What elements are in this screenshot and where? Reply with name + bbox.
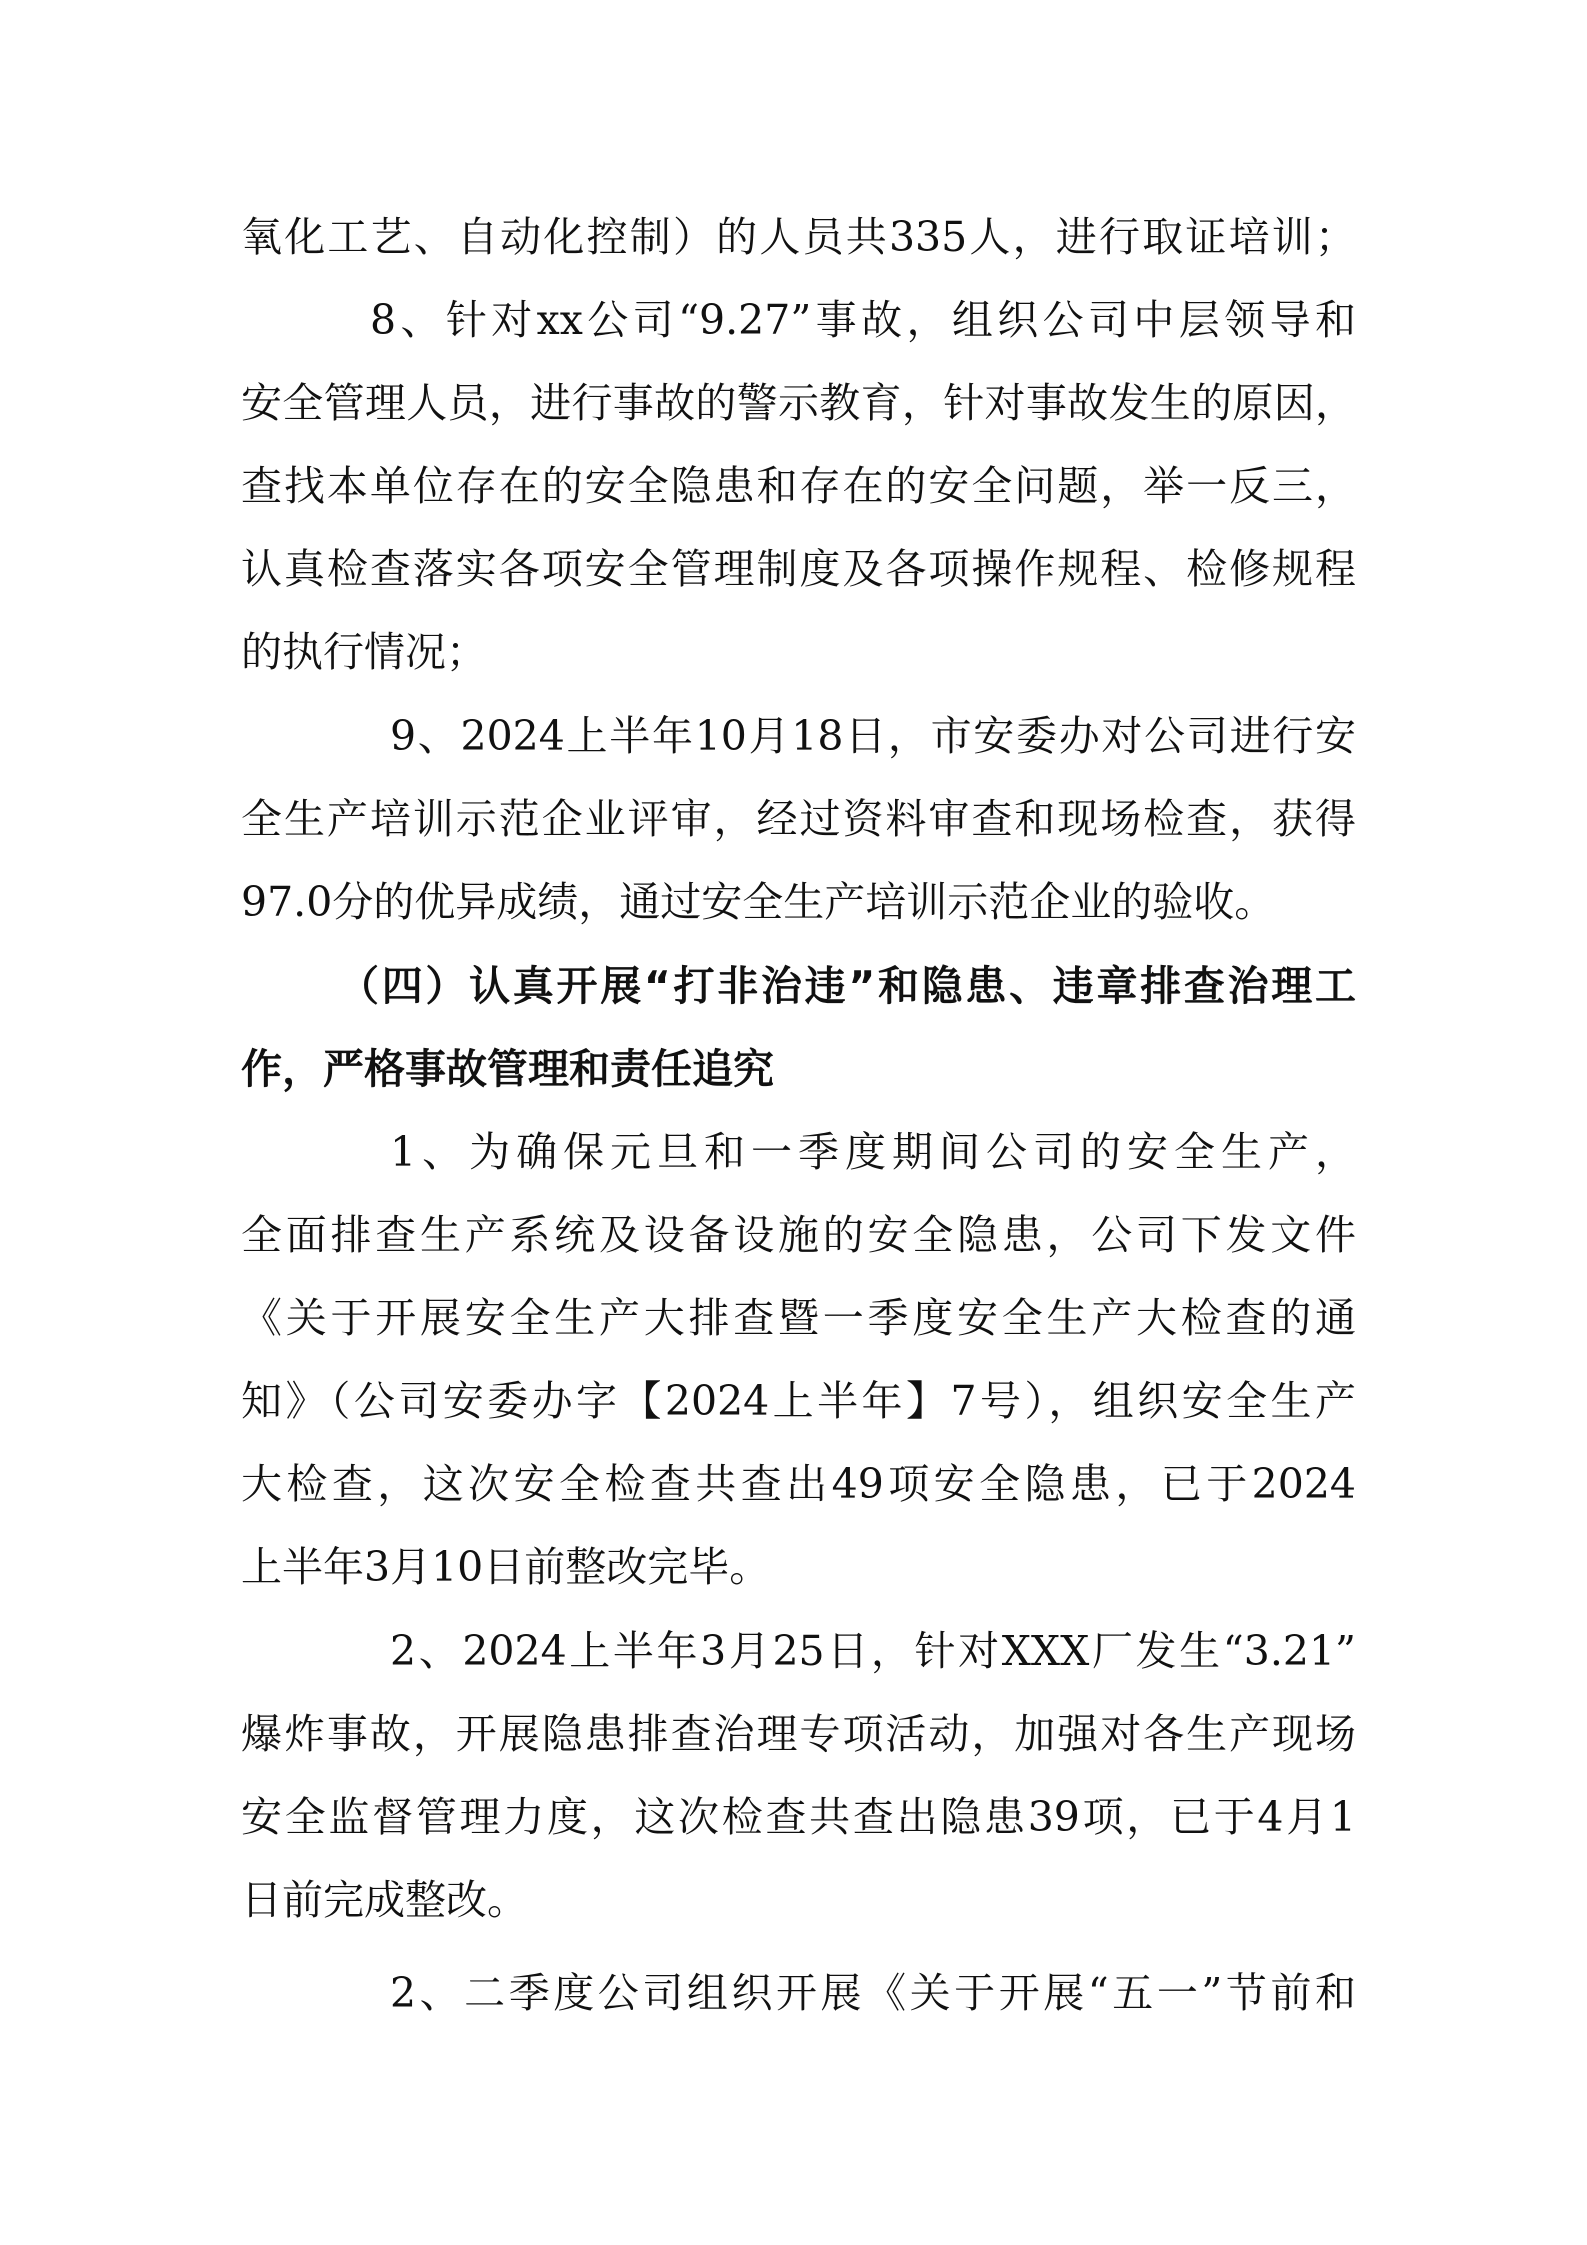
text-line-20: 安全监督管理力度，这次检查共查出隐患39项，已于4月1 <box>241 1793 1356 1841</box>
text-line-17: 上半年3月10日前整改完毕。 <box>241 1543 771 1591</box>
text-line-12: 1、为确保元旦和一季度期间公司的安全生产， <box>390 1128 1356 1176</box>
section-heading-line-2: 作，严格事故管理和责任追究 <box>241 1045 774 1093</box>
text-line-3: 安全管理人员，进行事故的警示教育，针对事故发生的原因， <box>241 379 1356 427</box>
text-line-13: 全面排查生产系统及设备设施的安全隐患，公司下发文件 <box>241 1211 1356 1259</box>
text-line-1: 氧化工艺、自动化控制）的人员共335人，进行取证培训； <box>241 213 1356 261</box>
section-heading-line-1: （四）认真开展“打非治违”和隐患、违章排查治理工 <box>338 962 1356 1010</box>
text-line-7: 9、2024上半年10月18日，市安委办对公司进行安 <box>390 712 1356 760</box>
text-line-19: 爆炸事故，开展隐患排查治理专项活动，加强对各生产现场 <box>241 1710 1356 1758</box>
text-line-8: 全生产培训示范企业评审，经过资料审查和现场检查，获得 <box>241 795 1356 843</box>
text-line-2: 8、针对xx公司“9.27”事故，组织公司中层领导和 <box>370 296 1356 344</box>
text-line-14: 《关于开展安全生产大排查暨一季度安全生产大检查的通 <box>241 1294 1356 1342</box>
text-line-6: 的执行情况； <box>241 628 487 676</box>
text-line-18: 2、2024上半年3月25日，针对XXX厂发生“3.21” <box>390 1627 1356 1675</box>
text-line-9: 97.0分的优异成绩，通过安全生产培训示范企业的验收。 <box>241 878 1276 926</box>
text-line-21: 日前完成整改。 <box>241 1876 528 1924</box>
text-line-22: 2、二季度公司组织开展《关于开展“五一”节前和 <box>390 1969 1356 2017</box>
text-line-15: 知》（公司安委办字【2024上半年】7号），组织安全生产 <box>241 1377 1356 1425</box>
text-line-4: 查找本单位存在的安全隐患和存在的安全问题，举一反三， <box>241 462 1356 510</box>
text-line-5: 认真检查落实各项安全管理制度及各项操作规程、检修规程 <box>241 545 1356 593</box>
text-line-16: 大检查，这次安全检查共查出49项安全隐患，已于2024 <box>241 1460 1356 1508</box>
